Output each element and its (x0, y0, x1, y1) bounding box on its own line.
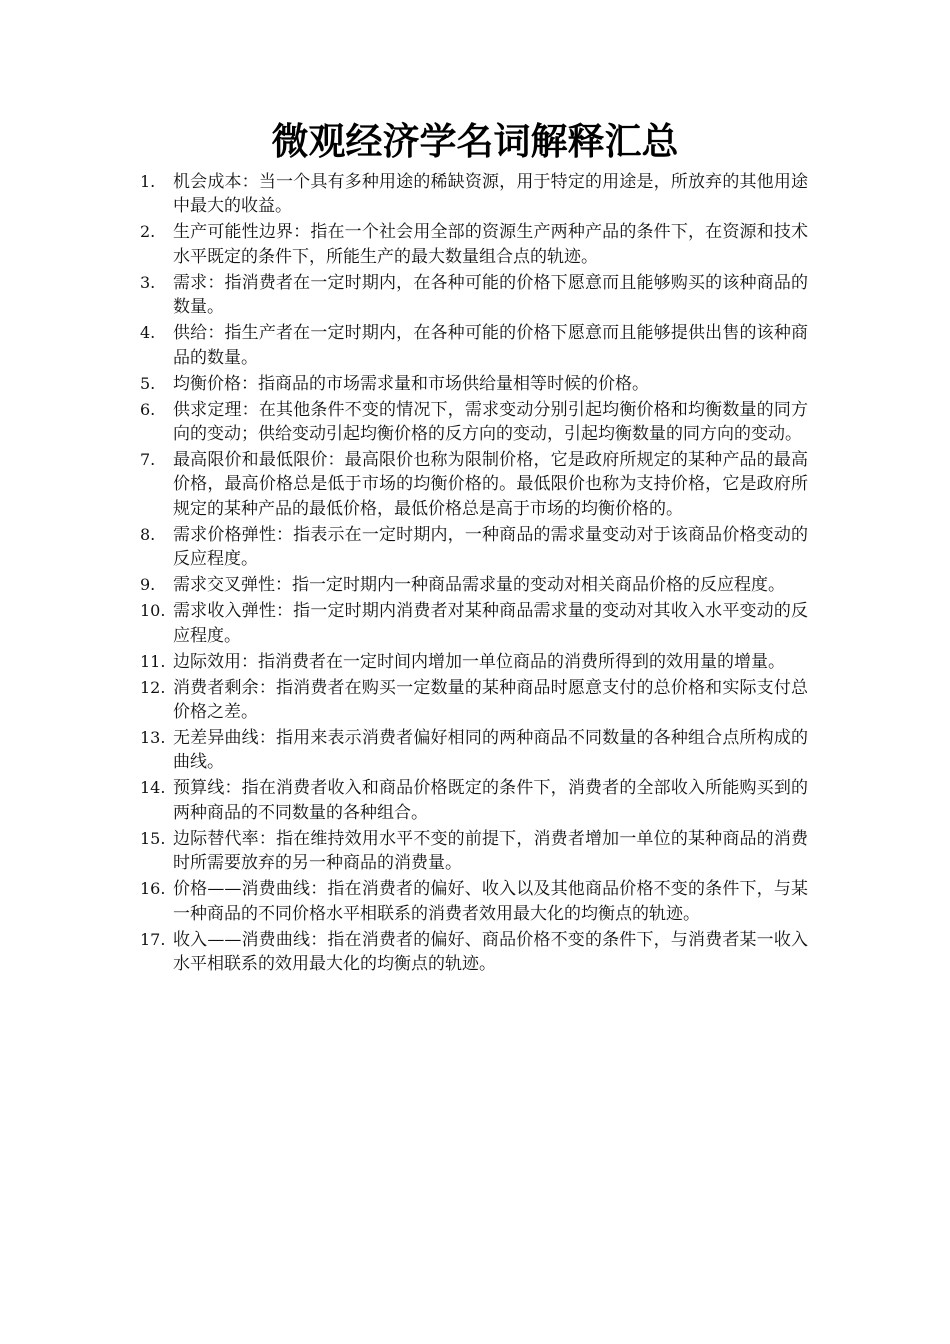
item-number: 12. (140, 677, 166, 697)
item-text: 供给：指生产者在一定时期内，在各种可能的价格下愿意而且能够提供出售的该种商品的数量。 (173, 323, 808, 368)
item-text: 均衡价格：指商品的市场需求量和市场供给量相等时候的价格。 (173, 373, 649, 394)
item-text: 价格——消费曲线：指在消费者的偏好、收入以及其他商品价格不变的条件下，与某一种商品的不同价格水平相联系的消费者效用最大化的均衡点的轨迹。 (173, 879, 808, 924)
item-number: 9. (140, 575, 156, 595)
item-number: 15. (140, 828, 166, 848)
list-item (140, 877, 808, 926)
item-number: 2. (140, 222, 156, 242)
list-item (140, 676, 808, 725)
list-item (140, 170, 808, 219)
list-item (140, 271, 808, 320)
list-item (140, 523, 808, 572)
item-text: 需求交叉弹性：指一定时期内一种商品需求量的变动对相关商品价格的反应程度。 (173, 575, 785, 596)
list-item (140, 650, 808, 674)
list-item (140, 776, 808, 825)
item-text: 无差异曲线：指用来表示消费者偏好相同的两种商品不同数量的各种组合点所构成的曲线。 (173, 728, 808, 773)
item-number: 8. (140, 524, 156, 544)
item-number: 16. (140, 879, 166, 899)
item-number: 3. (140, 272, 156, 292)
list-item (140, 372, 808, 396)
item-text: 需求收入弹性：指一定时期内消费者对某种商品需求量的变动对其收入水平变动的反应程度。 (173, 601, 808, 646)
list-item (140, 448, 808, 521)
page-title: 微观经济学名词解释汇总 (271, 120, 679, 163)
item-number: 14. (140, 778, 166, 798)
item-number: 5. (140, 373, 156, 393)
item-number: 6. (140, 399, 156, 419)
item-text: 生产可能性边界：指在一个社会用全部的资源生产两种产品的条件下，在资源和技术水平既定的条件下，所能生产的最大数量组合点的轨迹。 (173, 222, 808, 267)
item-text: 需求：指消费者在一定时期内，在各种可能的价格下愿意而且能够购买的该种商品的数量。 (173, 272, 808, 318)
item-text: 最高限价和最低限价：最高限价也称为限制价格，它是政府所规定的某种产品的最高价格，最高价格总是低于市场的均衡价格的。最低限价也称为支持价格，它是政府所规定的某种产品的最低价格，最低价格总是高于市场的均衡价格的。 (173, 450, 808, 519)
item-text: 机会成本：当一个具有多种用途的稀缺资源，用于特定的用途是，所放弃的其他用途中最大的收益。 (173, 172, 808, 217)
list-item (140, 398, 808, 447)
item-text: 预算线：指在消费者收入和商品价格既定的条件下，消费者的全部收入所能购买到的两种商品的不同数量的各种组合。 (173, 778, 808, 823)
item-number: 7. (140, 450, 156, 470)
item-text: 边际替代率：指在维持效用水平不变的前提下，消费者增加一单位的某种商品的消费时所需要放弃的另一种商品的消费量。 (173, 828, 808, 874)
item-number: 1. (140, 172, 156, 191)
item-number: 10. (140, 601, 166, 621)
list-item (140, 573, 808, 597)
term-list (140, 170, 808, 978)
item-number: 17. (140, 929, 166, 949)
list-item (140, 827, 808, 876)
item-text: 供求定理：在其他条件不变的情况下，需求变动分别引起均衡价格和均衡数量的同方向的变动；供给变动引起均衡价格的反方向的变动，引起均衡数量的同方向的变动。 (173, 399, 808, 445)
list-item (140, 321, 808, 370)
item-text: 收入——消费曲线：指在消费者的偏好、商品价格不变的条件下，与消费者某一收入水平相联系的效用最大化的均衡点的轨迹。 (173, 929, 808, 975)
list-item (140, 726, 808, 775)
list-item (140, 928, 808, 977)
item-text: 消费者剩余：指消费者在购买一定数量的某种商品时愿意支付的总价格和实际支付总价格之差。 (173, 677, 808, 723)
item-text: 边际效用：指消费者在一定时间内增加一单位商品的消费所得到的效用量的增量。 (173, 651, 785, 672)
item-number: 4. (140, 323, 156, 343)
list-item (140, 599, 808, 648)
item-number: 11. (140, 651, 166, 671)
item-text: 需求价格弹性：指表示在一定时期内，一种商品的需求量变动对于该商品价格变动的反应程度。 (173, 524, 808, 570)
item-number: 13. (140, 728, 166, 748)
list-item (140, 220, 808, 269)
